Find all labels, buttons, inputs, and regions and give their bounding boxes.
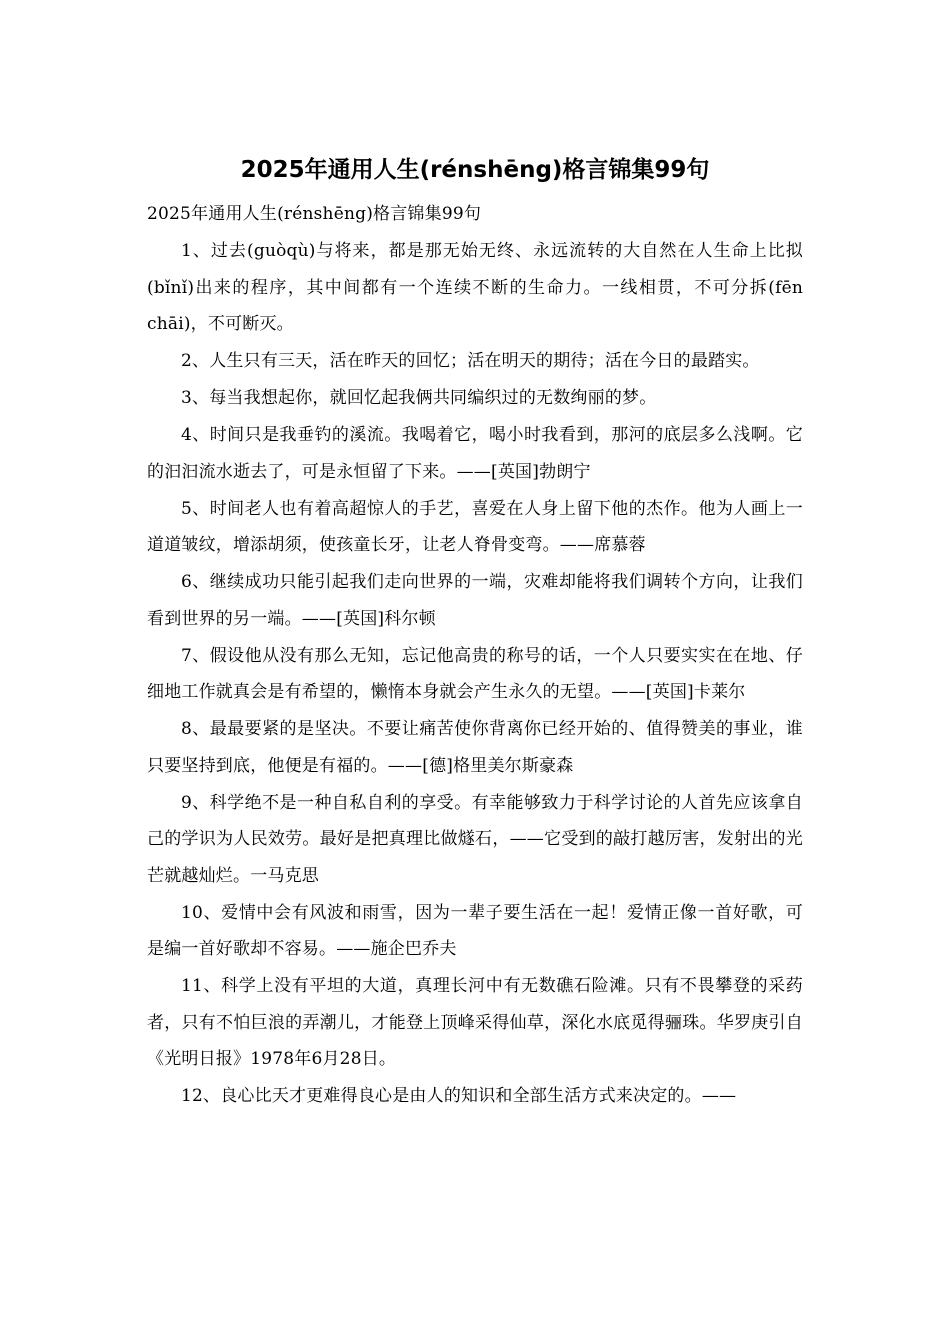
quote-item-10: 10、爱情中会有风波和雨雪，因为一辈子要生活在一起！爱情正像一首好歌，可是编一首好歌却不容易。——施企巴乔夫	[147, 902, 803, 959]
quote-item-11: 11、科学上没有平坦的大道，真理长河中有无数礁石险滩。只有不畏攀登的采药者，只有不怕巨浪的弄潮儿，才能登上顶峰采得仙草，深化水底觅得骊珠。华罗庚引自《光明日报》1978年6月28日。	[147, 976, 803, 1069]
quote-item-7: 7、假设他从没有那么无知，忘记他高贵的称号的话，一个人只要实实在在地、仔细地工作就真会是有希望的，懒惰本身就会产生永久的无望。——[英国]卡莱尔	[147, 645, 803, 702]
quote-item-6: 6、继续成功只能引起我们走向世界的一端，灾难却能将我们调转个方向，让我们看到世界的另一端。——[英国]科尔顿	[147, 572, 803, 629]
document-body	[147, 196, 803, 1115]
document-title: 2025年通用人生(rénshēng)格言锦集99句	[240, 157, 710, 183]
quote-item-5: 5、时间老人也有着高超惊人的手艺，喜爱在人身上留下他的杰作。他为人画上一道道皱纹，增添胡须，使孩童长牙，让老人脊骨变弯。——席慕蓉	[147, 498, 803, 555]
quote-item-12: 12、良心比天才更难得良心是由人的知识和全部生活方式来决定的。——	[181, 1086, 737, 1106]
quote-item-8: 8、最最要紧的是坚决。不要让痛苦使你背离你已经开始的、值得赞美的事业，谁只要坚持到底，他便是有福的。——[德]格里美尔斯豪森	[147, 719, 803, 776]
document-subtitle: 2025年通用人生(rénshēng)格言锦集99句	[147, 204, 482, 224]
quote-item-9: 9、科学绝不是一种自私自利的享受。有幸能够致力于科学讨论的人首先应该拿自己的学识为人民效劳。最好是把真理比做燧石，——它受到的敲打越厉害，发射出的光芒就越灿烂。一马克思	[147, 792, 803, 886]
quote-item-2: 2、人生只有三天，活在昨天的回忆；活在明天的期待；活在今日的最踏实。	[181, 351, 760, 371]
quote-item-1: 1、过去(guòqù)与将来，都是那无始无终、永远流转的大自然在人生命上比拟(bǐnǐ)出来的程序，其中间都有一个连续不断的生命力。一线相贯，不可分拆(fēn chāi)，不可断灭。	[147, 241, 803, 334]
quote-item-4: 4、时间只是我垂钓的溪流。我喝着它，喝小时我看到，那河的底层多么浅啊。它的汩汩流水逝去了，可是永恒留了下来。——[英国]勃朗宁	[147, 425, 803, 482]
quote-item-3: 3、每当我想起你，就回忆起我俩共同编织过的无数绚丽的梦。	[181, 388, 657, 408]
